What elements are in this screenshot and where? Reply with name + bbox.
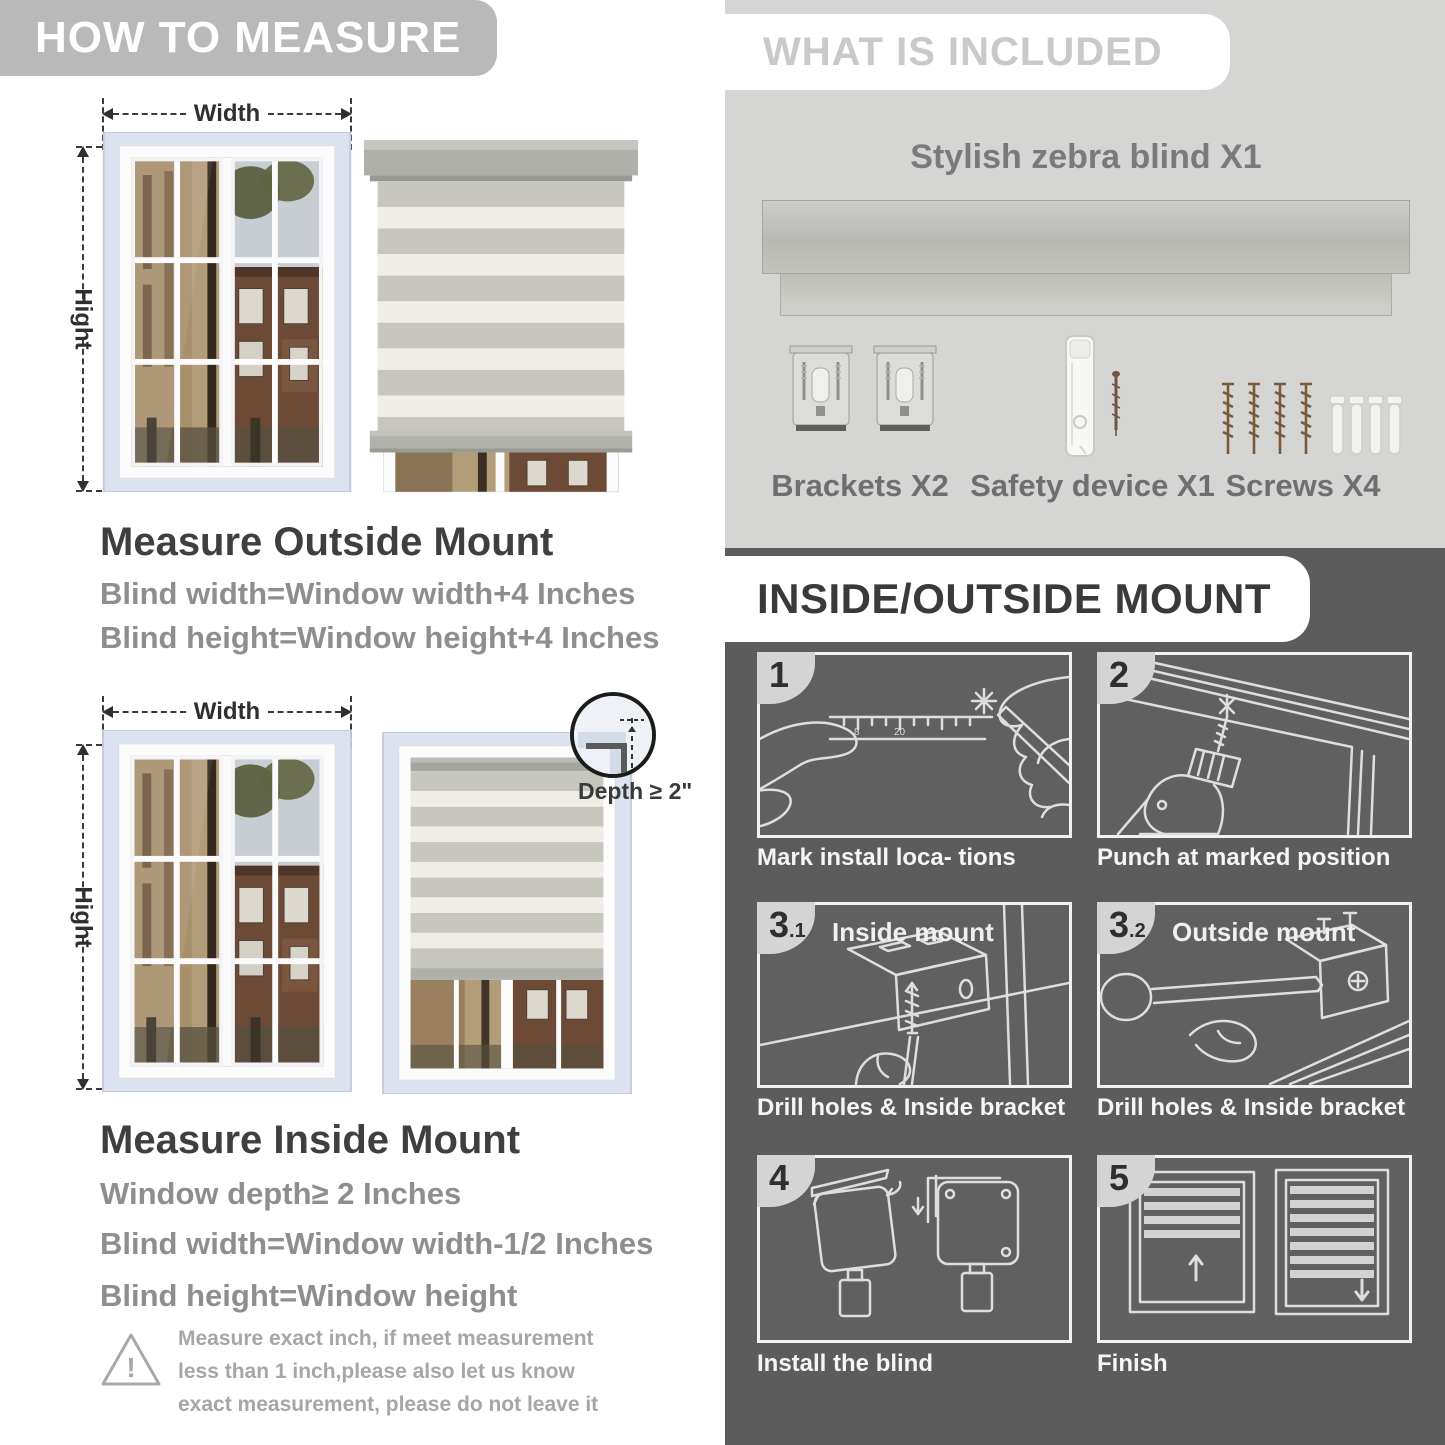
inside-formula-width: Blind width=Window width-1/2 Inches	[100, 1226, 654, 1261]
measure-outside-title: Measure Outside Mount	[100, 520, 554, 564]
width-label: Width	[193, 698, 261, 725]
step-panel-2	[1097, 652, 1412, 838]
warning-exclamation: !	[126, 1352, 136, 1383]
safety-device-illustration	[1058, 334, 1138, 465]
step3-1-caption: Drill holes & Inside bracket	[757, 1094, 1066, 1121]
step-badge: 3.2	[1097, 902, 1155, 954]
window-illustration-inside-left	[102, 730, 352, 1097]
screws-label: Screws X4	[1225, 468, 1381, 503]
brackets-illustration	[788, 340, 938, 453]
mount-banner	[725, 556, 1310, 642]
what-is-included-title: WHAT IS INCLUDED	[763, 29, 1163, 74]
step-panel-3-2	[1097, 902, 1412, 1088]
measure-inside-title: Measure Inside Mount	[100, 1118, 521, 1162]
zebra-blind-label: Stylish zebra blind X1	[910, 138, 1262, 176]
outside-mount-label: Outside mount	[1172, 917, 1356, 947]
step2-caption: Punch at marked position	[1097, 844, 1391, 871]
step-panel-5	[1097, 1155, 1412, 1343]
safety-device-label: Safety device X1	[970, 468, 1215, 503]
outside-formula-height: Blind height=Window height+4 Inches	[100, 620, 660, 655]
brackets-label: Brackets X2	[771, 468, 949, 503]
ruler-mark: 20	[894, 727, 906, 738]
window-graphic	[102, 132, 352, 492]
what-is-included-banner	[725, 14, 1230, 90]
step1-caption: Mark install loca- tions	[757, 844, 1016, 871]
step3-2-caption: Drill holes & Inside bracket	[1097, 1094, 1406, 1121]
width-dimension-outside	[102, 100, 352, 127]
inside-formula-depth: Window depth≥ 2 Inches	[100, 1176, 462, 1211]
step-panel-3-1	[757, 902, 1072, 1088]
warning-triangle-icon	[98, 1330, 164, 1395]
ruler-mark: 8	[854, 727, 860, 738]
height-label: Hight	[70, 288, 97, 350]
height-dimension-inside	[70, 744, 97, 1090]
warning-text: Measure exact inch, if meet measurement less than 1 inch,please also let us know exact measurement, please do not leave it	[178, 1327, 599, 1416]
mount-title: INSIDE/OUTSIDE MOUNT	[757, 575, 1272, 622]
inside-mount-label: Inside mount	[832, 917, 994, 947]
corner-detail-graphic	[574, 696, 652, 774]
window-graphic	[102, 730, 352, 1092]
step-badge: 4	[757, 1155, 815, 1207]
step-badge: 1	[757, 652, 815, 704]
step-badge: 3.1	[757, 902, 815, 954]
outside-formula-width: Blind width=Window width+4 Inches	[100, 576, 636, 611]
step4-caption: Install the blind	[757, 1350, 934, 1377]
depth-label: Depth ≥ 2"	[578, 778, 693, 804]
step-badge: 2	[1097, 652, 1155, 704]
how-to-measure-banner	[0, 0, 497, 76]
zebra-blind-illustration-outside	[362, 124, 640, 501]
depth-magnifier	[570, 692, 656, 778]
height-label: Hight	[70, 886, 97, 948]
step5-caption: Finish	[1097, 1350, 1168, 1377]
height-dimension-outside	[70, 146, 97, 492]
width-dimension-inside	[102, 698, 352, 725]
zebra-blind-graphic	[362, 124, 640, 496]
blind-headrail-lower	[780, 274, 1392, 316]
window-illustration-outside	[102, 132, 352, 497]
how-to-measure-title: HOW TO MEASURE	[35, 13, 462, 62]
screws-illustration	[1218, 378, 1403, 469]
step-panel-1	[757, 652, 1072, 838]
step-badge: 5	[1097, 1155, 1155, 1207]
step-panel-4	[757, 1155, 1072, 1343]
inside-formula-height: Blind height=Window height	[100, 1278, 518, 1313]
width-label: Width	[193, 100, 261, 127]
blind-headrail-illustration	[762, 200, 1410, 274]
